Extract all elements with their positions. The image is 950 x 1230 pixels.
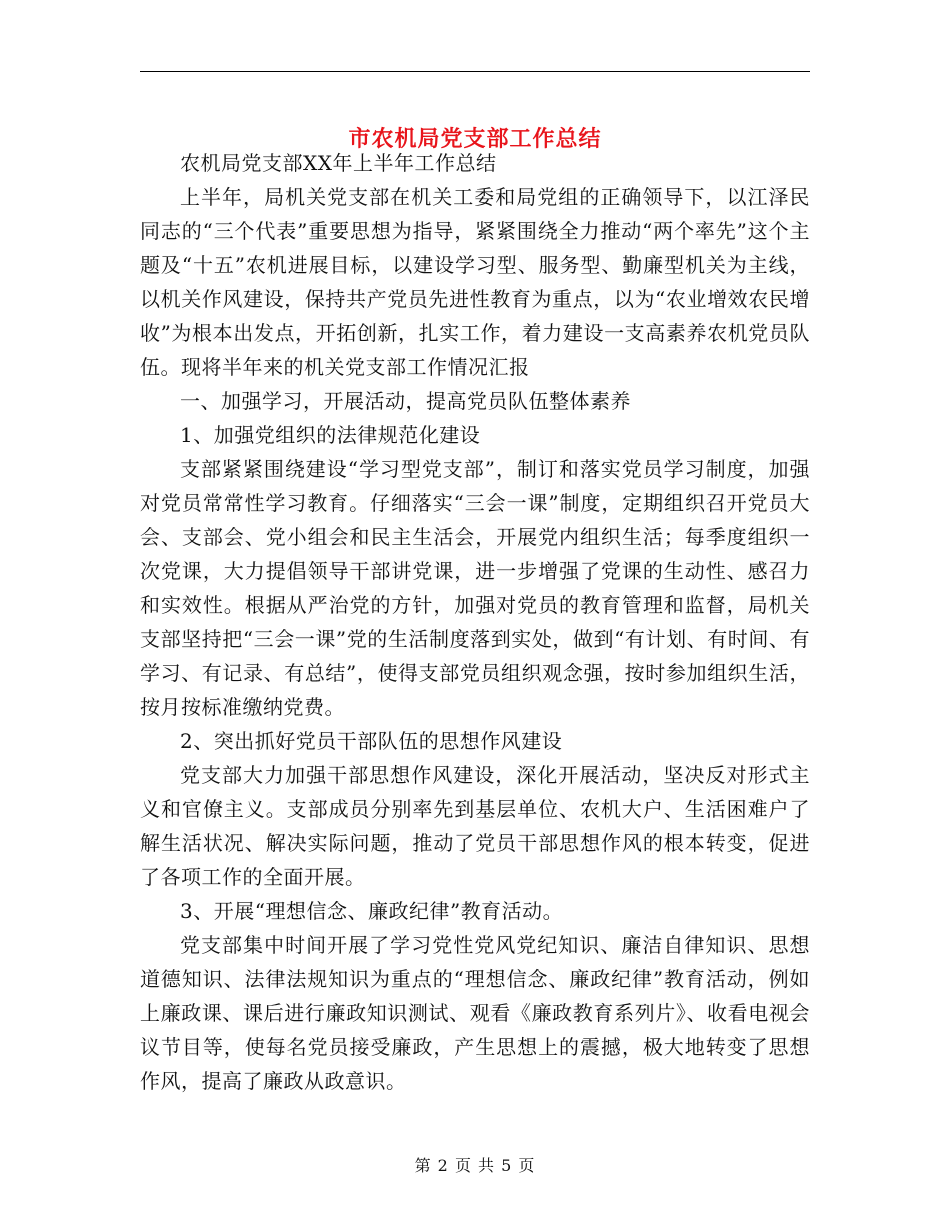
section-heading-1: 一、加强学习，开展活动，提高党员队伍整体素养 [180,389,631,413]
document-title: 市农机局党支部工作总结 [348,126,602,152]
header-rule [140,71,810,72]
subtitle-paragraph: 农机局党支部XX年上半年工作总结 [180,151,497,175]
body-paragraph: 党支部大力加强干部思想作风建设，深化开展活动，坚决反对形式主义和官僚主义。支部成员分别率先到基层单位、农机大户、生活困难户了解生活状况、解决实际问题，推动了党员干部思想作风的根本转变，促进了各项工作的全面开展。 [140,763,810,889]
intro-paragraph: 上半年，局机关党支部在机关工委和局党组的正确领导下，以江泽民同志的“三个代表”重要思想为指导，紧紧围绕全力推动“两个率先”这个主题及“十五”农机进展目标，以建设学习型、服务型、勤廉型机关为主线，以机关作风建设，保持共产党员先进性教育为重点，以为“农业增效农民增收”为根本出发点，开拓创新，扎实工作，着力建设一支高素养农机党员队伍。现将半年来的机关党支部工作情况汇报 [140,185,810,379]
page-number: 第 2 页 共 5 页 [414,1156,536,1175]
subsection-heading-2: 2、突出抓好党员干部队伍的思想作风建设 [180,729,563,753]
document-body [140,146,810,1098]
subsection-heading-3: 3、开展“理想信念、廉政纪律”教育活动。 [180,899,564,923]
body-paragraph: 支部紧紧围绕建设“学习型党支部”，制订和落实党员学习制度，加强对党员常常性学习教育。仔细落实“三会一课”制度，定期组织召开党员大会、支部会、党小组会和民主生活会，开展党内组织生活；每季度组织一次党课，大力提倡领导干部讲党课，进一步增强了党课的生动性、感召力和实效性。根据从严治党的方针，加强对党员的教育管理和监督，局机关支部坚持把“三会一课”党的生活制度落到实处，做到“有计划、有时间、有学习、有记录、有总结”，使得支部党员组织观念强，按时参加组织生活，按月按标准缴纳党费。 [140,457,810,719]
body-paragraph: 党支部集中时间开展了学习党性党风党纪知识、廉洁自律知识、思想道德知识、法律法规知识为重点的“理想信念、廉政纪律”教育活动，例如上廉政课、课后进行廉政知识测试、观看《廉政教育系列片》、收看电视会议节目等，使每名党员接受廉政，产生思想上的震撼，极大地转变了思想作风，提高了廉政从政意识。 [140,933,810,1093]
subsection-heading-1: 1、加强党组织的法律规范化建设 [180,423,481,447]
